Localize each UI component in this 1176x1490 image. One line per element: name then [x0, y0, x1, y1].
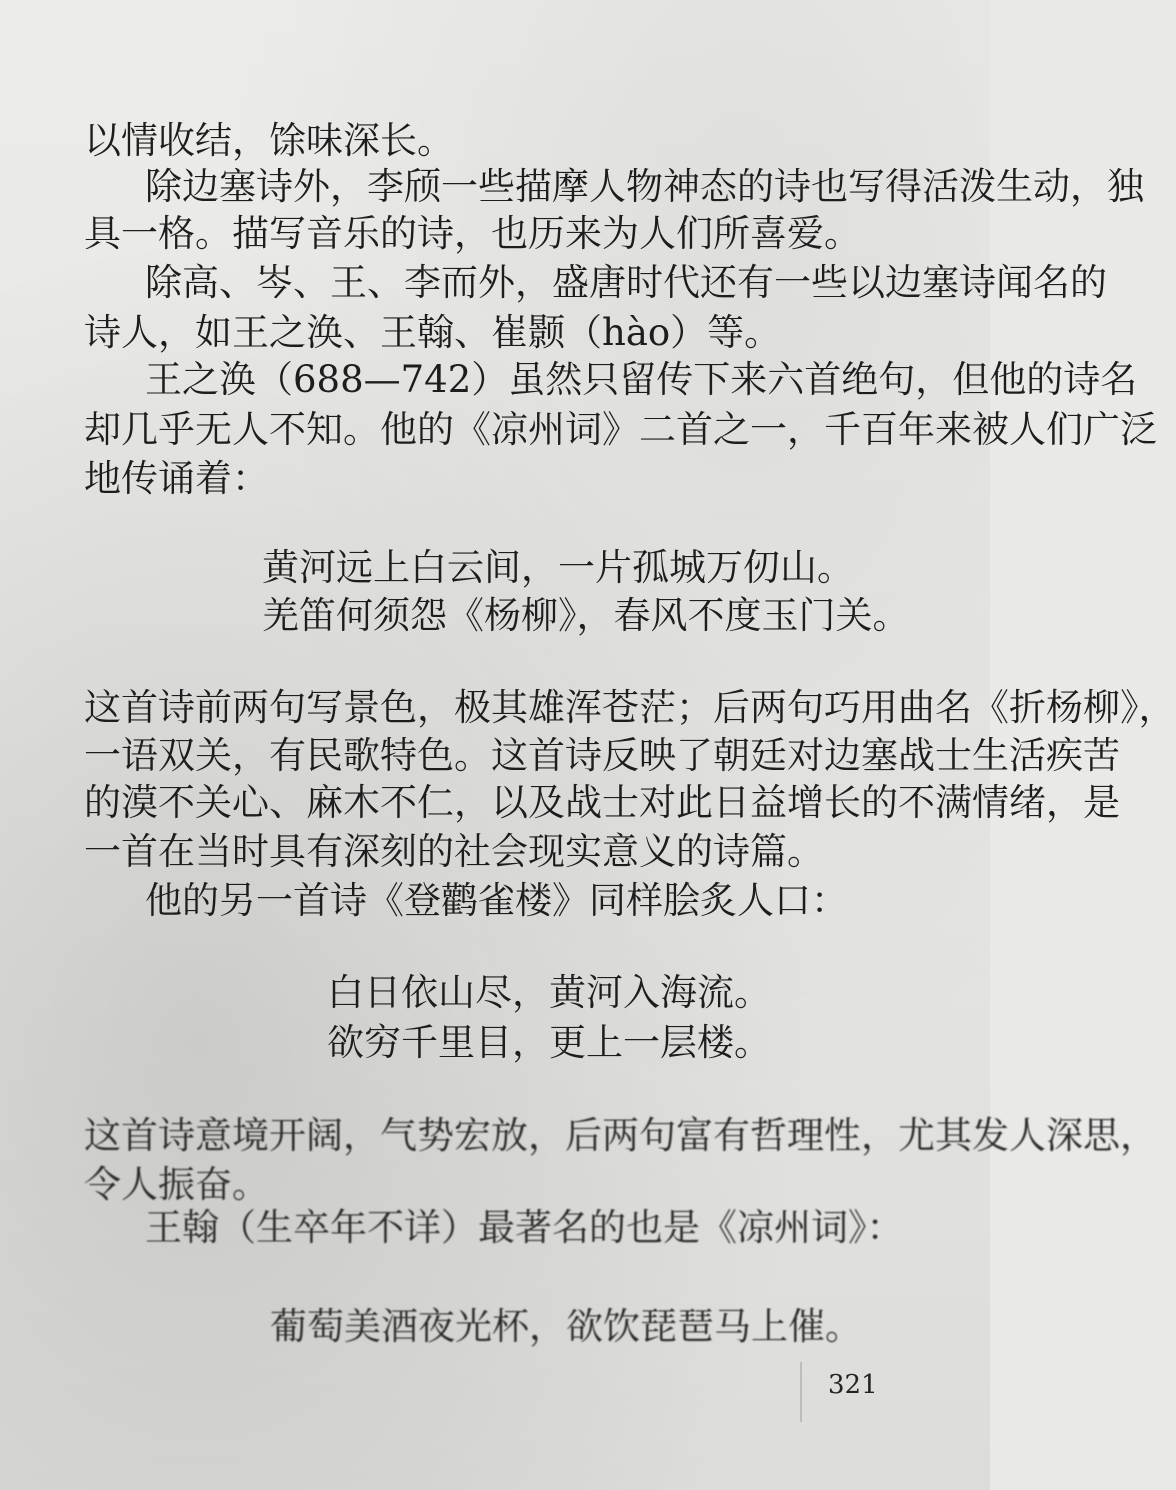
poem-line: 黄河远上白云间，一片孤城万仞山。 [262, 546, 854, 589]
text-line: 这首诗前两句写景色，极其雄浑苍茫；后两句巧用曲名《折杨柳》， [84, 686, 1176, 729]
text-line: 的漠不关心、麻木不仁，以及战士对此日益增长的不满情绪，是 [84, 781, 1120, 824]
text-line: 一语双关，有民歌特色。这首诗反映了朝廷对边塞战士生活疾苦 [84, 734, 1120, 777]
text-line: 以情收结，馀味深长。 [84, 119, 454, 162]
text-line: 他的另一首诗《登鹳雀楼》同样脍炙人口： [145, 879, 848, 922]
text-line: 王翰（生卒年不详）最著名的也是《凉州词》： [145, 1206, 904, 1249]
poem-line: 欲穷千里目，更上一层楼。 [327, 1021, 771, 1064]
text-line: 王之涣（688—742）虽然只留传下来六首绝句，但他的诗名 [145, 358, 1138, 401]
text-line: 令人振奋。 [84, 1163, 269, 1206]
text-line: 具一格。描写音乐的诗，也历来为人们所喜爱。 [84, 212, 861, 255]
text-line: 这首诗意境开阔，气势宏放，后两句富有哲理性，尤其发人深思， [84, 1114, 1157, 1157]
text-line: 一首在当时具有深刻的社会现实意义的诗篇。 [84, 830, 824, 873]
page-number-divider [800, 1362, 802, 1422]
page-number: 321 [828, 1370, 878, 1400]
text-line: 诗人，如王之涣、王翰、崔颢（hào）等。 [84, 311, 782, 354]
poem-line: 葡萄美酒夜光杯，欲饮琵琶马上催。 [270, 1305, 862, 1348]
text-line: 除高、岑、王、李而外，盛唐时代还有一些以边塞诗闻名的 [145, 261, 1107, 304]
text-line: 地传诵着： [84, 457, 269, 500]
poem-line: 羌笛何须怨《杨柳》，春风不度玉门关。 [262, 594, 910, 637]
text-line: 却几乎无人不知。他的《凉州词》二首之一，千百年来被人们广泛 [84, 408, 1157, 451]
text-line: 除边塞诗外，李颀一些描摩人物神态的诗也写得活泼生动，独 [145, 165, 1144, 208]
poem-line: 白日依山尽，黄河入海流。 [327, 971, 771, 1014]
